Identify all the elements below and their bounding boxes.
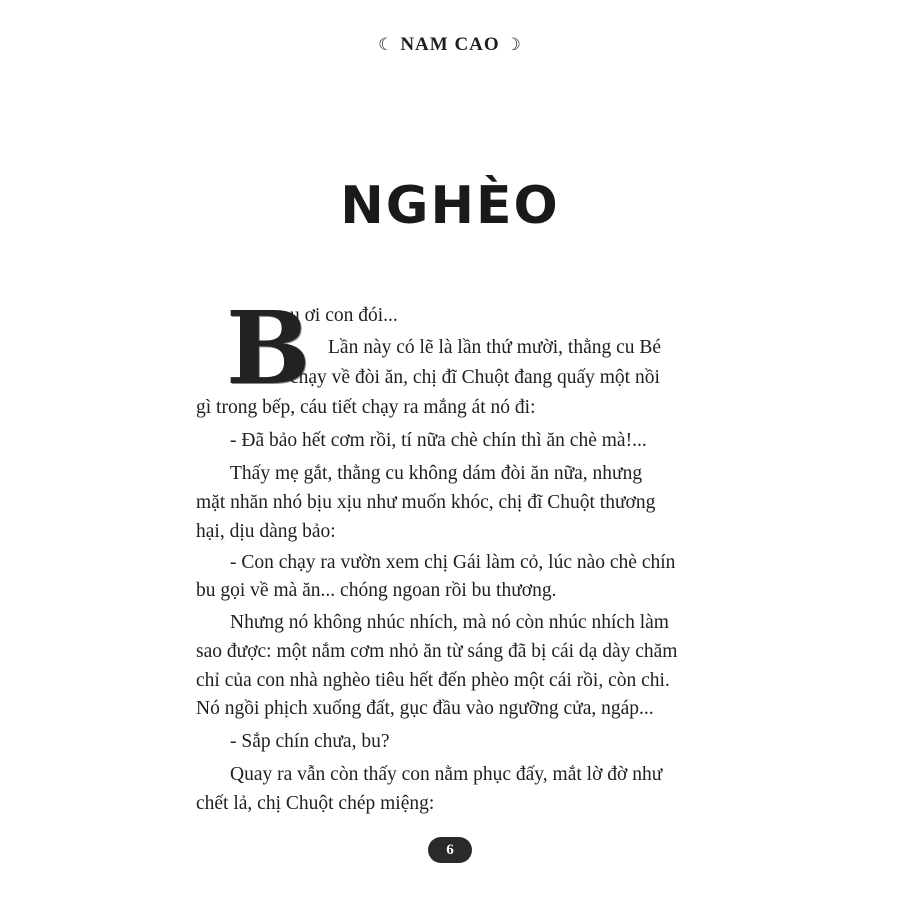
text-line: gì trong bếp, cáu tiết chạy ra mắng át nó đi:: [196, 397, 536, 418]
running-header: [0, 34, 900, 56]
page-number: 6: [428, 837, 472, 863]
text-line: Quay ra vẫn còn thấy con nằm phục đấy, mắt lờ đờ như: [230, 764, 663, 785]
chapter-title: NGHÈO: [340, 176, 560, 236]
text-line: chết lả, chị Chuột chép miệng:: [196, 793, 435, 814]
text-line: Nó ngồi phịch xuống đất, gục đầu vào ngưỡng cửa, ngáp...: [196, 698, 654, 719]
ornament-left-icon: ☾: [378, 35, 395, 54]
drop-cap: B: [226, 289, 311, 407]
author-name: NAM CAO: [400, 34, 500, 55]
text-line: - Đã bảo hết cơm rồi, tí nữa chè chín thì ăn chè mà!...: [230, 430, 647, 451]
text-line: Thấy mẹ gắt, thằng cu không dám đòi ăn nữa, nhưng: [230, 463, 643, 484]
text-line: chỉ của con nhà nghèo tiêu hết đến phèo một cái rồi, còn chi.: [196, 670, 670, 691]
text-line: Lần này có lẽ là lần thứ mười, thằng cu Bé: [328, 337, 662, 358]
text-line: chạy về đòi ăn, chị đĩ Chuột đang quấy một nồi: [290, 367, 660, 388]
text-line: Nhưng nó không nhúc nhích, mà nó còn nhúc nhích làm: [230, 612, 669, 633]
text-line: mặt nhăn nhó bịu xịu như muốn khóc, chị đĩ Chuột thương: [196, 492, 656, 513]
text-line: u ơi con đói...: [290, 305, 398, 326]
text-line: hại, dịu dàng bảo:: [196, 521, 336, 542]
text-line: - Con chạy ra vườn xem chị Gái làm cỏ, lúc nào chè chín: [230, 552, 676, 573]
text-line: bu gọi về mà ăn... chóng ngoan rồi bu thương.: [196, 580, 557, 601]
ornament-right-icon: ☽: [505, 35, 522, 54]
text-line: sao được: một nắm cơm nhỏ ăn từ sáng đã bị cái dạ dày chăm: [196, 641, 678, 662]
text-line: - Sắp chín chưa, bu?: [230, 731, 390, 752]
